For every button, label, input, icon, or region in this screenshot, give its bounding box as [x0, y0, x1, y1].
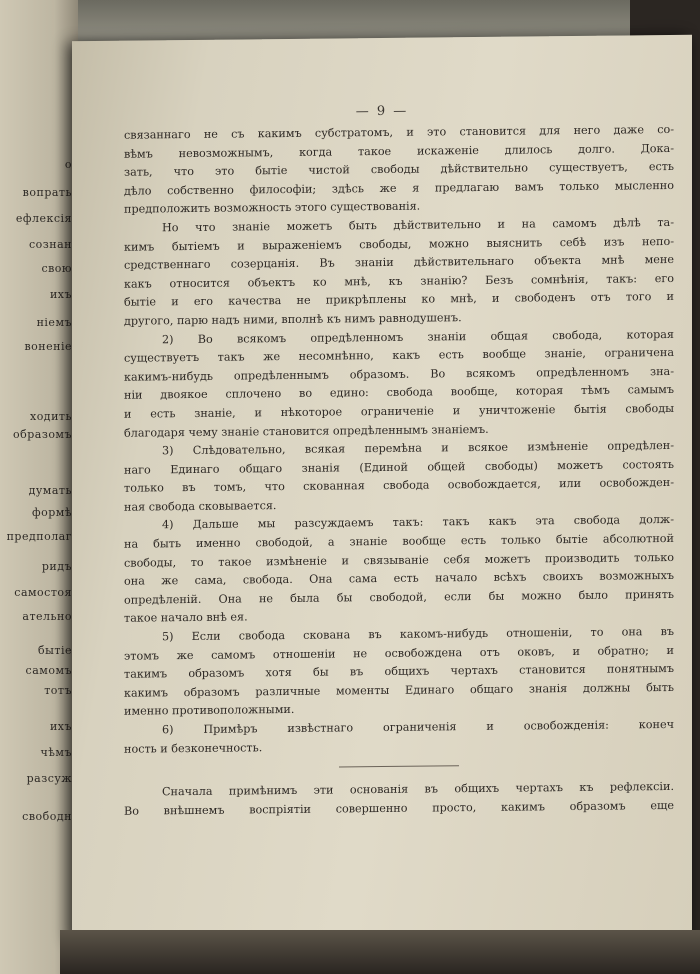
text-line: и есть знаніе, и нѣкоторое ограниченіе и уничтоженіе бытія свободы — [124, 401, 674, 421]
text-line: Но что знаніе можетъ быть дѣйствительно и на самомъ дѣлѣ та- — [162, 215, 674, 235]
text-line: бытіе и его качества не прикрѣплены ко мнѣ, и свободенъ отъ того и — [124, 290, 674, 310]
text-line: ная свобода сковывается. — [124, 498, 277, 514]
text-line: Во внѣшнемъ воспріятіи совершенно просто, какимъ образомъ еще — [124, 798, 674, 818]
text-line: предположить возможность этого существованія. — [124, 199, 421, 217]
text-line: ніи двоякое сплочено во едино: свобода вообще, которая тѣмъ самымъ — [124, 383, 674, 403]
left-page-text-fragment: образомъ — [12, 428, 72, 441]
text-line: опредѣленій. Она не была бы свободой, если бы можно было принять — [124, 587, 674, 607]
text-line: этомъ же самомъ отношеніи не освобождена отъ оковъ, и обратно; и — [124, 643, 674, 663]
text-line: какимъ-нибудь опредѣленнымъ образомъ. Во всякомъ опредѣленномъ зна- — [124, 364, 674, 384]
left-page-text-fragment: свободн — [22, 810, 72, 823]
text-line: ность и безконечность. — [124, 740, 263, 756]
text-line: она же сама, свобода. Она сама есть начало всѣхъ своихъ возможныхъ — [124, 569, 674, 588]
text-line: Сначала примѣнимъ эти основанія въ общихъ чертахъ къ рефлексіи. — [162, 780, 674, 799]
table-surface — [60, 930, 700, 974]
left-page-text-fragment: воненіе — [24, 340, 72, 353]
text-line: наго Единаго общаго знанія (Единой общей свободы) можетъ состоять — [124, 457, 674, 477]
left-page-text-fragment: самомъ — [25, 664, 72, 677]
text-line: вѣмъ невозможнымъ, когда такое искаженіе длилось долго. Дока- — [124, 141, 674, 161]
text-line: 2) Во всякомъ опредѣленномъ знаніи общая свобода, которая — [162, 327, 674, 346]
text-line: существуетъ такъ же несомнѣнно, какъ есть вообще знаніе, ограничена — [124, 346, 674, 365]
text-line: такое начало внѣ ея. — [124, 610, 248, 626]
left-page-text-fragment: предполаг — [6, 530, 72, 543]
left-page-text-fragment: ніемъ — [36, 316, 72, 329]
text-line: свободы, то такое измѣненіе и связываніе себя можетъ производить только — [124, 550, 674, 570]
left-page-text-fragment: бытіе — [38, 644, 72, 657]
section-divider — [339, 765, 459, 767]
left-page-text-fragment: ридъ — [41, 560, 72, 573]
text-line: кимъ бытіемъ и выраженіемъ свободы, можно выяснить себѣ изъ непо- — [124, 234, 674, 254]
left-page-text-fragment: разсуж — [26, 772, 72, 785]
text-line: дѣло собственно философіи; здѣсь же я предлагаю вамъ только мысленно — [124, 178, 674, 198]
text-line: 5) Если свобода скована въ какомъ-нибудь отношеніи, то она въ — [162, 624, 674, 644]
left-page-text-fragment: думать — [28, 484, 72, 497]
left-page-text-fragment: вопрать — [22, 186, 72, 199]
text-line: 3) Слѣдовательно, всякая перемѣна и всякое измѣненіе опредѣлен- — [162, 439, 674, 458]
text-line: благодаря чему знаніе становится опредѣленнымъ знаніемъ. — [124, 422, 489, 440]
text-line: на быть именно свободой, а знаніе вообще есть только бытіе абсолютной — [124, 532, 674, 551]
left-page-text-fragment: о — [64, 158, 72, 171]
page-body-text — [124, 121, 674, 821]
left-page-text-fragment: ательно — [22, 610, 72, 623]
left-page-text-fragment: тотъ — [44, 684, 72, 697]
left-page-text-fragment: чѣмъ — [40, 746, 72, 759]
text-line: зать, что это бытіе чистой свободы дѣйствительно существуетъ, есть — [124, 160, 674, 179]
left-page-text-fragment: свою — [41, 262, 72, 275]
left-page-text-fragment: ихъ — [49, 720, 72, 733]
left-page-text-fragment: ихъ — [49, 288, 72, 301]
left-page-text-fragment: сознан — [28, 238, 72, 251]
text-line: 4) Дальше мы разсуждаемъ такъ: такъ какъ эта свобода долж- — [162, 513, 674, 532]
page-number: — 9 — — [355, 103, 409, 120]
text-line: средственнаго созерцанія. Въ знаніи дѣйствительнаго объекта мнѣ мене — [124, 253, 674, 272]
right-page — [72, 35, 692, 941]
text-line: 6) Примѣръ извѣстнаго ограниченія и освобожденія: конеч — [162, 717, 674, 737]
left-page-text-fragment: ефлексія — [15, 212, 72, 225]
text-line: именно противоположными. — [124, 703, 295, 719]
text-line: связаннаго не съ какимъ субстратомъ, и это становится для него даже со- — [124, 122, 674, 142]
text-line: какимъ образомъ различные моменты Единаго общаго знанія должны быть — [124, 680, 674, 700]
text-line: такимъ образомъ хотя бы въ общихъ чертахъ становится понятнымъ — [124, 662, 674, 681]
left-page — [0, 0, 78, 974]
left-page-text-fragment: формѣ — [32, 506, 72, 519]
text-line: какъ относится объектъ ко мнѣ, къ знанію? Безъ сомнѣнія, такъ: его — [124, 271, 674, 291]
left-page-text-fragment: самостоя — [14, 586, 72, 599]
text-line: только въ томъ, что скованная свобода освобождается, или освобожден- — [124, 476, 674, 495]
left-page-text-fragment: ходить — [29, 410, 72, 423]
text-line: другого, парю надъ ними, вполнѣ къ нимъ равнодушенъ. — [124, 311, 462, 328]
